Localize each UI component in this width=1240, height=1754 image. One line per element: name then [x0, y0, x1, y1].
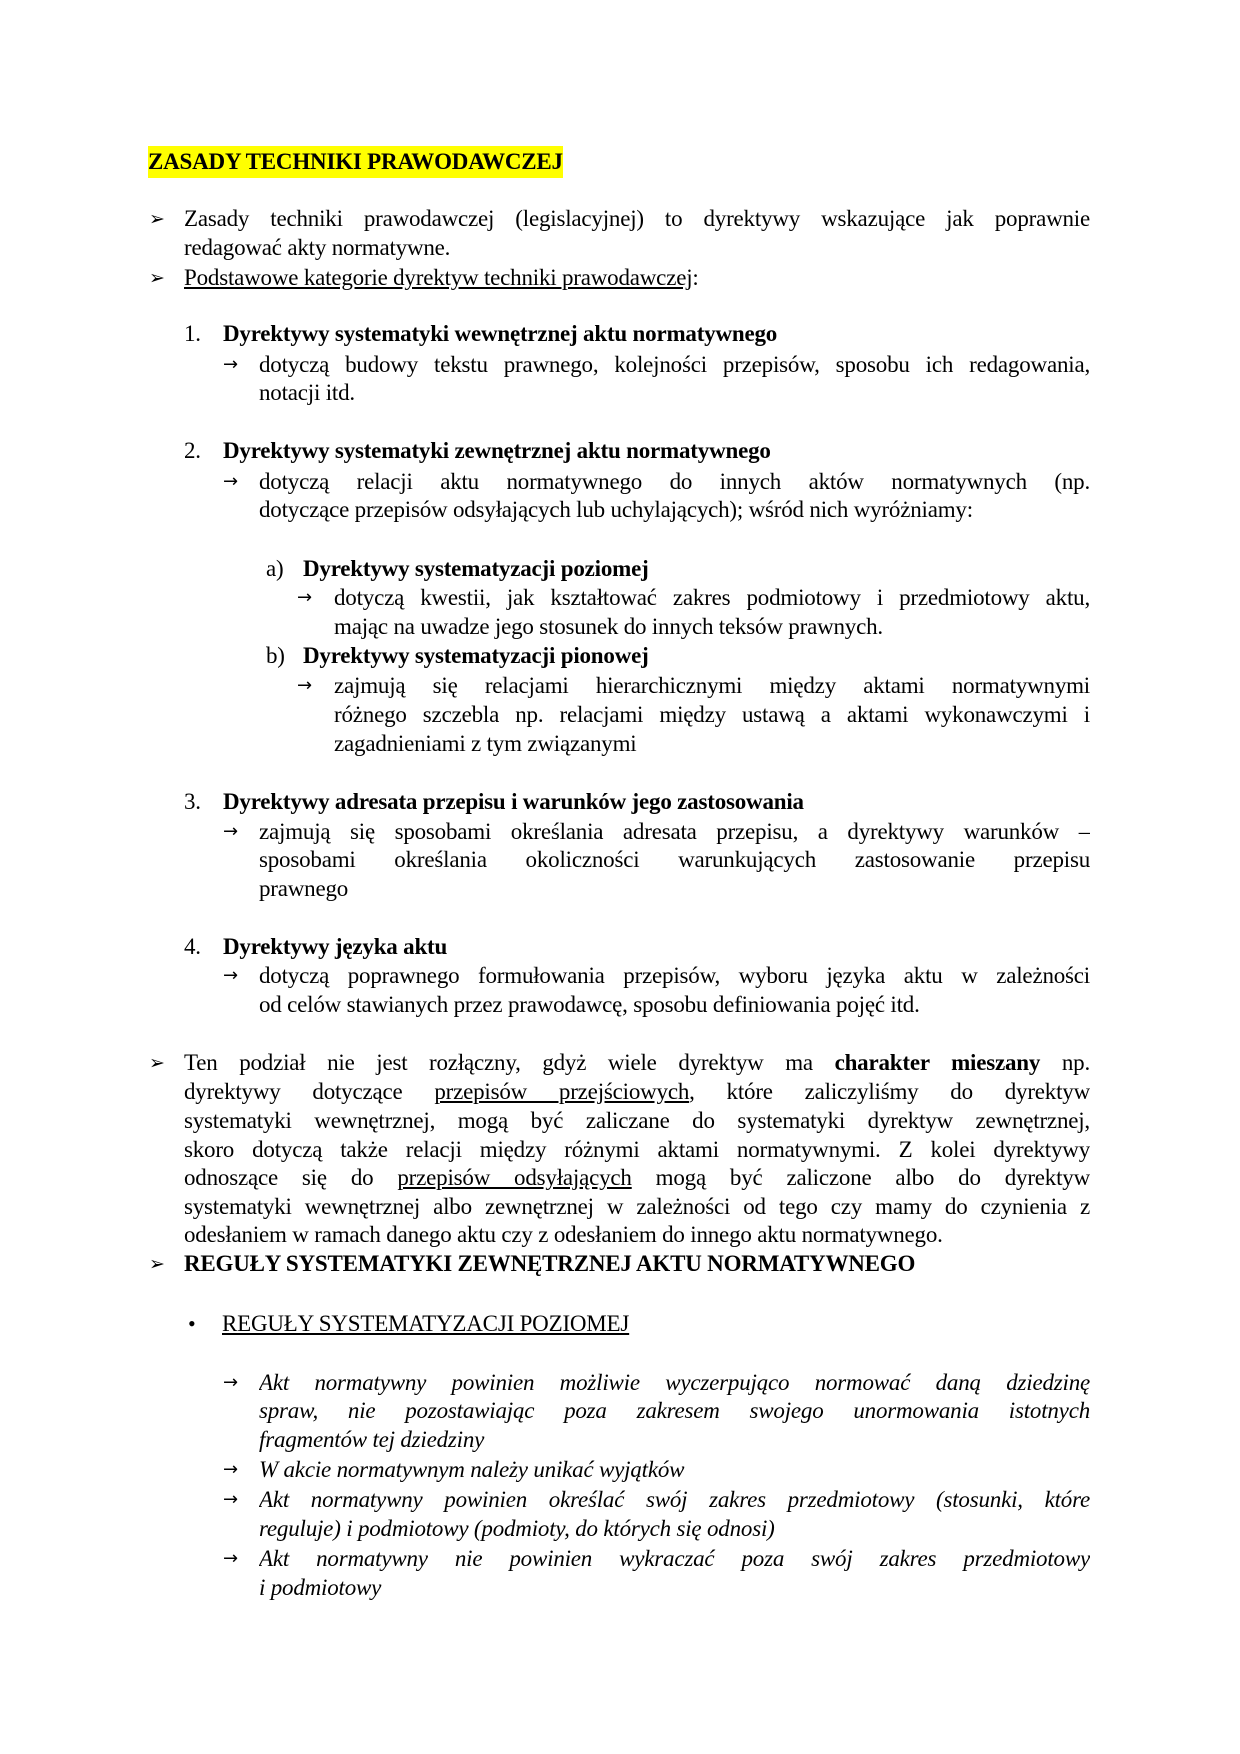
- rule-line: spraw, nie pozostawiając poza zakresem swojego unormowania istotnych: [259, 1398, 1090, 1423]
- intro-line: redagować akty normatywne.: [184, 235, 451, 260]
- categories-heading-text: Podstawowe kategorie dyrektyw techniki prawodawczej: [184, 265, 693, 290]
- item-text-line: notacji itd.: [259, 380, 355, 405]
- item-number: 2.: [184, 438, 201, 463]
- item-text-line: zajmują się sposobami określania adresata przepisu, a dyrektywy warunków –: [259, 819, 1090, 844]
- arrow-icon: →: [223, 965, 239, 986]
- subitem-label: b): [266, 643, 285, 668]
- item-title: Dyrektywy języka aktu: [223, 934, 448, 959]
- item-text-line: dotyczą relacji aktu normatywnego do innych aktów normatywnych (np.: [259, 469, 1090, 494]
- horizontal-heading: REGUŁY SYSTEMATYZACJI POZIOMEJ: [222, 1311, 630, 1336]
- paragraph-line: systematyki wewnętrznej albo zewnętrznej w zależności od tego czy mamy do czynienia z: [184, 1194, 1090, 1219]
- rule-line: W akcie normatywnym należy unikać wyjątków: [259, 1457, 685, 1482]
- item-text-line: od celów stawianych przez prawodawcę, sposobu definiowania pojęć itd.: [259, 992, 920, 1017]
- paragraph-line: odesłaniem w ramach danego aktu czy z odesłaniem do innego aktu normatywnego.: [184, 1222, 943, 1247]
- bold-text: charakter mieszany: [834, 1050, 1041, 1075]
- arrow-icon: →: [223, 1459, 239, 1480]
- underlined-text: przepisów odsyłających: [397, 1165, 632, 1190]
- subitem-text-line: zajmują się relacjami hierarchicznymi między aktami normatywnymi: [334, 673, 1090, 698]
- chevron-bullet-icon: ➢: [149, 208, 165, 230]
- subitem-title: Dyrektywy systematyzacji pionowej: [303, 643, 649, 668]
- categories-heading: [184, 264, 699, 292]
- text: dyrektywy dotyczące: [184, 1079, 435, 1104]
- arrow-icon: →: [297, 587, 313, 608]
- item-title: Dyrektywy systematyki zewnętrznej aktu normatywnego: [223, 438, 771, 463]
- item-number: 4.: [184, 934, 201, 959]
- chevron-bullet-icon: ➢: [149, 267, 165, 289]
- item-text-line: dotyczą poprawnego formułowania przepisów, wyboru języka aktu w zależności: [259, 963, 1090, 988]
- item-text-line: sposobami określania okoliczności warunkujących zastosowanie przepisu: [259, 847, 1090, 872]
- subitem-title: Dyrektywy systematyzacji poziomej: [303, 556, 649, 581]
- item-number: 1.: [184, 321, 201, 346]
- item-text-line: dotyczące przepisów odsyłających lub uchylających); wśród nich wyróżniamy:: [259, 497, 973, 522]
- text: Ten podział nie jest rozłączny, gdyż wiele dyrektyw ma: [184, 1050, 835, 1075]
- subitem-label: a): [266, 556, 284, 581]
- arrow-icon: →: [223, 354, 239, 375]
- rule-line: Akt normatywny powinien określać swój zakres przedmiotowy (stosunki, które: [259, 1487, 1090, 1512]
- arrow-icon: →: [223, 1548, 239, 1569]
- arrow-icon: →: [223, 821, 239, 842]
- subitem-text-line: dotyczą kwestii, jak kształtować zakres podmiotowy i przedmiotowy aktu,: [334, 585, 1090, 610]
- arrow-icon: →: [223, 1489, 239, 1510]
- categories-heading-suffix: :: [692, 265, 699, 290]
- item-title: Dyrektywy adresata przepisu i warunków jego zastosowania: [223, 789, 804, 814]
- subitem-text-line: różnego szczebla np. relacjami między ustawą a aktami wykonawczymi i: [334, 702, 1090, 727]
- intro-line: Zasady techniki prawodawczej (legislacyjnej) to dyrektywy wskazujące jak poprawnie: [184, 206, 1090, 231]
- item-text-line: dotyczą budowy tekstu prawnego, kolejności przepisów, sposobu ich redagowania,: [259, 352, 1090, 377]
- rule-line: i podmiotowy: [259, 1575, 382, 1600]
- item-number: 3.: [184, 789, 201, 814]
- chevron-bullet-icon: ➢: [149, 1052, 165, 1074]
- text: mogą być zaliczone albo do dyrektyw: [631, 1165, 1090, 1190]
- paragraph-line: [184, 1078, 1090, 1106]
- paragraph-line: systematyki wewnętrznej, mogą być zaliczane do systematyki dyrektyw zewnętrznej,: [184, 1108, 1090, 1133]
- paragraph-line: skoro dotyczą także relacji między różnymi aktami normatywnymi. Z kolei dyrektywy: [184, 1137, 1090, 1162]
- rules-heading: REGUŁY SYSTEMATYKI ZEWNĘTRZNEJ AKTU NORMATYWNEGO: [184, 1251, 916, 1276]
- paragraph-line: [184, 1049, 1090, 1077]
- arrow-icon: →: [223, 1372, 239, 1393]
- text: , które zaliczyliśmy do dyrektyw: [689, 1079, 1090, 1104]
- arrow-icon: →: [297, 675, 313, 696]
- rule-line: Akt normatywny nie powinien wykraczać poza swój zakres przedmiotowy: [259, 1546, 1090, 1571]
- item-title: Dyrektywy systematyki wewnętrznej aktu normatywnego: [223, 321, 778, 346]
- subitem-text-line: zagadnieniami z tym związanymi: [334, 731, 637, 756]
- rule-line: fragmentów tej dziedziny: [259, 1427, 485, 1452]
- rule-line: Akt normatywny powinien możliwie wyczerpująco normować daną dziedzinę: [259, 1370, 1090, 1395]
- arrow-icon: →: [223, 471, 239, 492]
- paragraph-line: [184, 1164, 1090, 1192]
- item-text-line: prawnego: [259, 876, 349, 901]
- bullet-icon: •: [188, 1311, 196, 1336]
- text: np.: [1040, 1050, 1090, 1075]
- underlined-text: przepisów przejściowych: [434, 1079, 690, 1104]
- page-title: ZASADY TECHNIKI PRAWODAWCZEJ: [148, 146, 563, 178]
- rule-line: reguluje) i podmiotowy (podmioty, do których się odnosi): [259, 1516, 775, 1541]
- chevron-bullet-icon: ➢: [149, 1253, 165, 1275]
- subitem-text-line: mając na uwadze jego stosunek do innych teksów prawnych.: [334, 614, 883, 639]
- text: odnoszące się do: [184, 1165, 398, 1190]
